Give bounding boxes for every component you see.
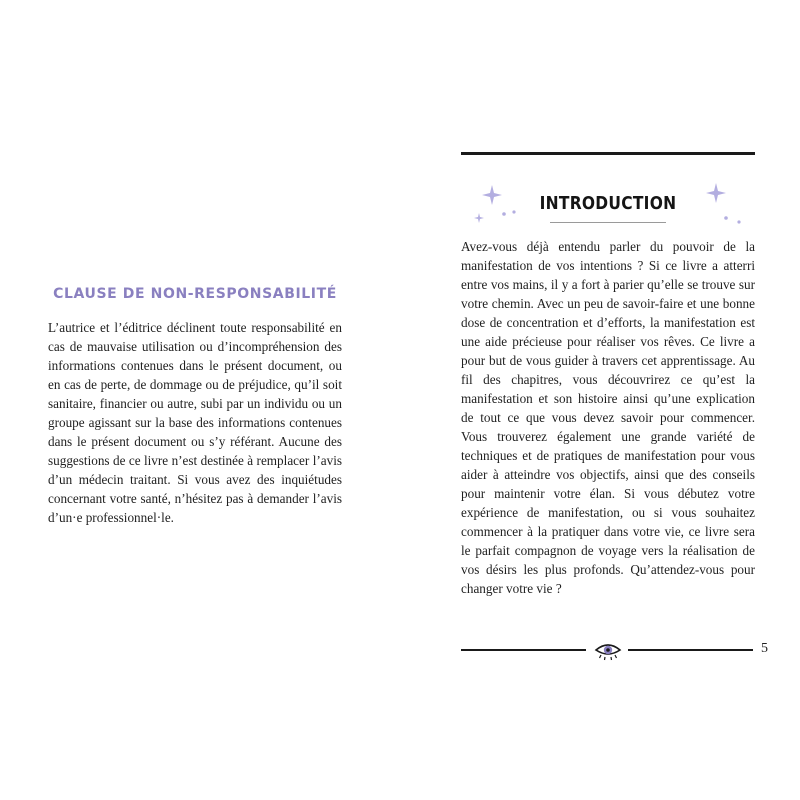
page-footer <box>461 639 771 661</box>
left-page <box>48 286 342 527</box>
title-underline <box>550 222 666 223</box>
intro-title: INTRODUCTION <box>539 193 677 214</box>
eye-icon <box>593 639 623 661</box>
right-page <box>461 152 755 598</box>
footer-rule-left <box>461 649 586 651</box>
footer-rule-right <box>628 649 753 651</box>
disclaimer-body: L’autrice et l’éditrice déclinent toute responsabilité en cas de mauvaise utilisation ou d’incompréhension des informations contenues dans le présent document, ou en cas de perte, de dommage ou de préjudice, qu’il soit sanitaire, financier ou autre, subi par un individu ou un groupe agissant sur la base des informations contenues dans le présent document ou s’y référant. Aucune des suggestions de ce livre n’est destinée à remplacer l’avis d’un médecin traitant. Si vous avez des inquiétudes concernant votre santé, n’hésitez pas à demander l’avis d’un·e professionnel·le. <box>48 320 342 525</box>
intro-body: Avez-vous déjà entendu parler du pouvoir de la manifestation de vos intentions ? Si ce livre a atterri entre vos mains, il y a fort à parier qu’elle se trouve sur votre chemin. Avec un peu de savoir-faire et une bonne dose de concentration et d’efforts, la manifestation est une aide précieuse pour réaliser vos rêves. Ce livre a pour but de vous guider à travers cet apprentissage. Au fil des chapitres, vous découvrirez ce qu’est la manifestation et son histoire ainsi qu’une explication de tout ce que vous devez savoir pour commencer. Vous trouverez également une grande variété de techniques et de pratiques de manifestation pour vous aider à atteindre vos objectifs, ainsi que des conseils pour maintenir votre élan. Si vous débutez votre expérience de manifestation, ou si vous souhaitez commencer à la pratiquer dans votre vie, ce livre sera le parfait compagnon de voyage vers la réalisation de vos désirs les plus profonds. Qu’attendez-vous pour changer votre vie ? <box>461 239 755 596</box>
intro-header <box>461 155 755 233</box>
page-number: 5 <box>761 641 768 656</box>
disclaimer-title: CLAUSE DE NON-RESPONSABILITÉ <box>53 286 337 302</box>
